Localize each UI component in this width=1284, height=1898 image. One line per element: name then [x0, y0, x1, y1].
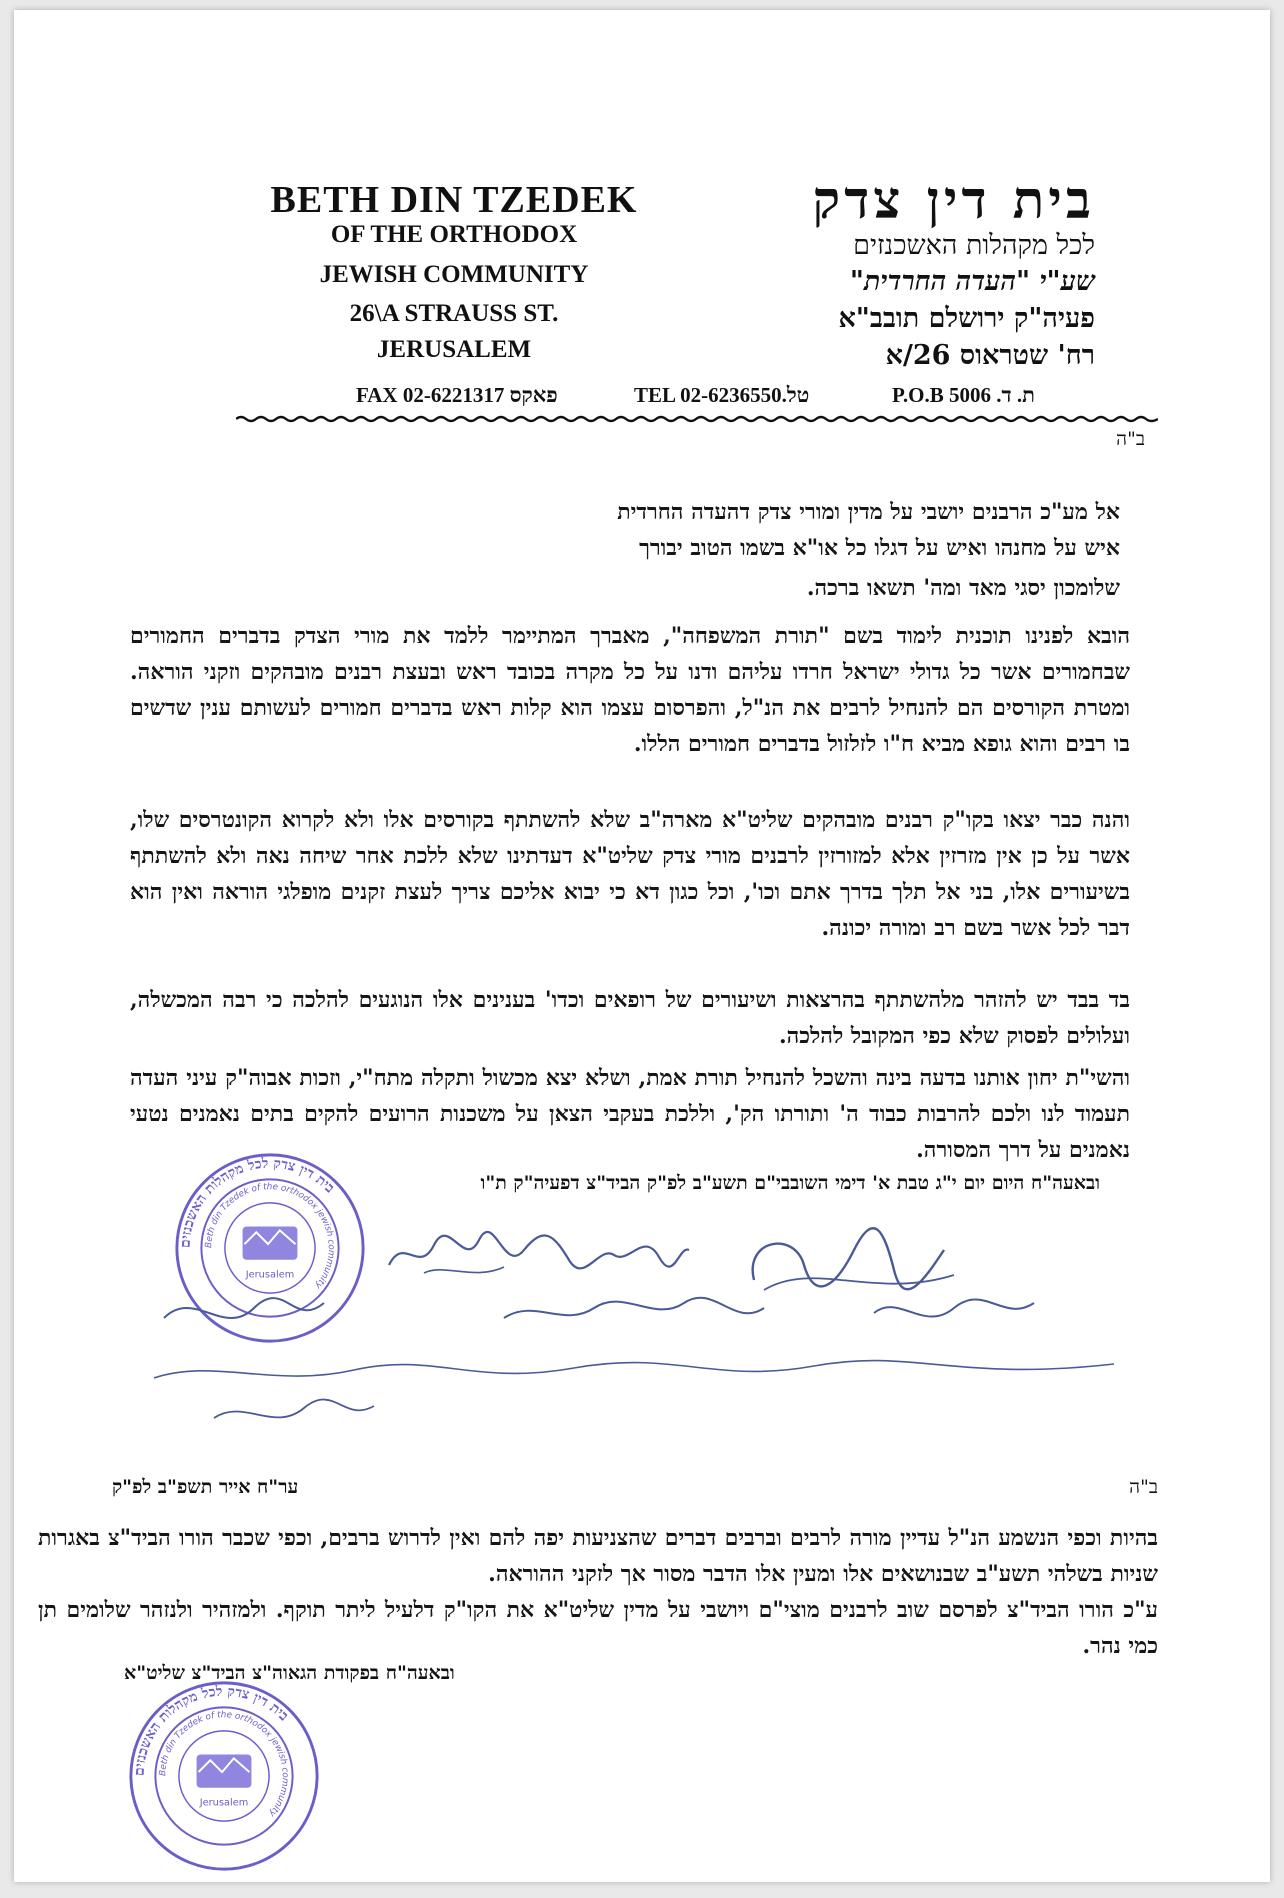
addendum-bh-mark: ב"ה [1129, 1476, 1158, 1498]
greeting-text: שלומכון יסגי מאד ומה' תשאו ברכה. [806, 575, 1120, 601]
letterhead-hebrew-line4: פעיה"ק ירושלם תובב"א [838, 303, 1095, 334]
addendum-order-line: ובאעה"ח בפקודת הגאוה"צ הביד"צ שליט"א [124, 1662, 455, 1684]
letterhead-english-line3: JEWISH COMMUNITY [319, 261, 589, 288]
seal-english-ring: Beth din Tzedek of the orthodox jewish community [204, 1182, 336, 1291]
letterhead-english-line2: OF THE ORTHODOX [330, 221, 578, 248]
signatures-block [154, 1278, 1164, 1438]
letter-address [400, 494, 1120, 566]
seal-2-hebrew-ring: בית דין צדק לכל מקהלות האשכנזים [131, 1683, 292, 1777]
letterhead-divider [236, 414, 1158, 424]
court-seal-2 [126, 1678, 322, 1874]
po-box: P.O.B 5006 .ת. ד [892, 383, 1035, 407]
letterhead-hebrew-line2: לכל מקהלות האשכנזים [853, 230, 1095, 261]
letterhead-hebrew-name: בית דין צדק [812, 170, 1095, 231]
addendum-paragraph-2 [38, 1592, 1158, 1664]
letter-page [14, 10, 1270, 1882]
paragraph-2-text: והנה כבר יצאו בקו"ק רבנים מובהקים שליט"א מארה"ב שלא להשתתף בקורסים אלו ולא לקרוא הקונטרסים שלו, אשר על כן אין מזרזין אלא למזורזין לרבנים מורי צדק שליט"א דעדתינו שלא ללכת אחר שיחה נאה ולא להשתתף בשיעורים אלו, בני אל תלך בדרך אתם וכו', וכל כגון דא כי יבוא אליכם צריך לעצת זקנים מופלגי הוראה ואין הוא דבר לכל אשר בשם רב ומורה יכונה. [130, 807, 1130, 941]
address-line-2: איש על מחנהו ואיש על דגלו כל או"א בשמו הטוב יבורך [639, 535, 1120, 561]
address-line-1: אל מע"כ הרבנים יושבי על מדין ומורי צדק דהעדה החרדית [617, 499, 1120, 525]
paragraph-3-text: בד בבד יש להזהר מלהשתתף בהרצאות ושיעורים של רופאים וכדו' בענינים אלו הנוגעים להלכה כי רבה המכשלה, ועלולים לפסוק שלא כפי המקובל להלכה. [130, 987, 1130, 1049]
seal-2-english-ring: Beth din Tzedek of the orthodox jewish community [158, 1710, 290, 1819]
paragraph-4-text: והשי"ת יחון אותנו בדעה בינה והשכל להנחיל תורת אמת, ושלא יצא מכשול ותקלה מתח"י, וזכות אבוה"ק עיני העדה תעמוד לנו ולכם להרבות כבוד ה' ותורתו הק', וללכת בעקבי הצאן על משכנות הרועים להקים בתים נאמנים נטעי נאמנים על דרך המסורה. [130, 1065, 1130, 1163]
letterhead-hebrew-line3: שע"י "העדה החרדית" [849, 266, 1095, 297]
letterhead-hebrew-street: רח' שטראוס 26/א [885, 340, 1095, 371]
paragraph-1-text: הובא לפנינו תוכנית לימוד בשם "תורת המשפחה", מאברך המתיימר ללמד את מורי הצדק בדברים החמורים שבחמורים אשר כל גדולי ישראל חרדו עליהם ודנו על כל מקרה בכובד ראש ובעצת רבנים מובהקים וזקני הוראה. ומטרת הקורסים הם להנחיל לרבים את הנ"ל, והפרסום עצמו הוא קלות ראש בדברים חמורים לעשותם ענין שדשים בו רבים והוא גופא מביא ח"ו לזלזול בדברים חמורים הללו. [130, 623, 1130, 757]
seal-hebrew-ring: בית דין צדק לכל מקהלות האשכנזים [177, 1155, 338, 1249]
letterhead-english-street: 26\A STRAUSS ST. [349, 300, 559, 327]
letter-greeting [400, 570, 1120, 606]
signature-1 [384, 1215, 694, 1285]
letter-paragraph-2 [130, 802, 1130, 946]
letter-paragraph-3 [130, 982, 1130, 1054]
seal-2-center-text: Jerusalem [199, 1797, 249, 1809]
letterhead-english-name: BETH DIN TZEDEK [270, 179, 638, 221]
addendum-paragraph-1 [38, 1520, 1158, 1592]
addendum-date: ער"ח אייר תשפ"ב לפ"ק [112, 1476, 299, 1498]
letter-dateline: ובאעה"ח היום יום י"ג טבת א' דימי השובבי"ם תשע"ב לפ"ק הביד"צ דפעיה"ק ת"ו [480, 1172, 1100, 1194]
letter-paragraph-1 [130, 618, 1130, 762]
tel-number: TEL 02-6236550.טל [634, 383, 810, 407]
addendum-paragraph-2-text: ע"כ הורו הביד"צ לפרסם שוב לרבנים מוצי"ם ויושבי על מדין שליט"א את הקו"ק דלעיל ליתר תוקף. ולמזהיר ולנזהר שלומים תן כמי נהר. [38, 1597, 1158, 1659]
letterhead-english-city: JERUSALEM [376, 336, 532, 363]
seal-center-text: Jerusalem [245, 1269, 295, 1281]
addendum-paragraph-1-text: בהיות וכפי הנשמע הנ"ל עדיין מורה לרבים וברבים דברים שהצניעות יפה להם ואין לדרוש ברבים, וכפי שכבר הורו הביד"צ באגרות שניות בשלהי תשע"ב שבנושאים אלו ומעין אלו הדבר מסור אך לזקני ההוראה. [38, 1525, 1158, 1587]
bh-mark: ב"ה [1116, 428, 1145, 450]
fax-number: FAX 02-6221317 פאקס [356, 383, 558, 407]
